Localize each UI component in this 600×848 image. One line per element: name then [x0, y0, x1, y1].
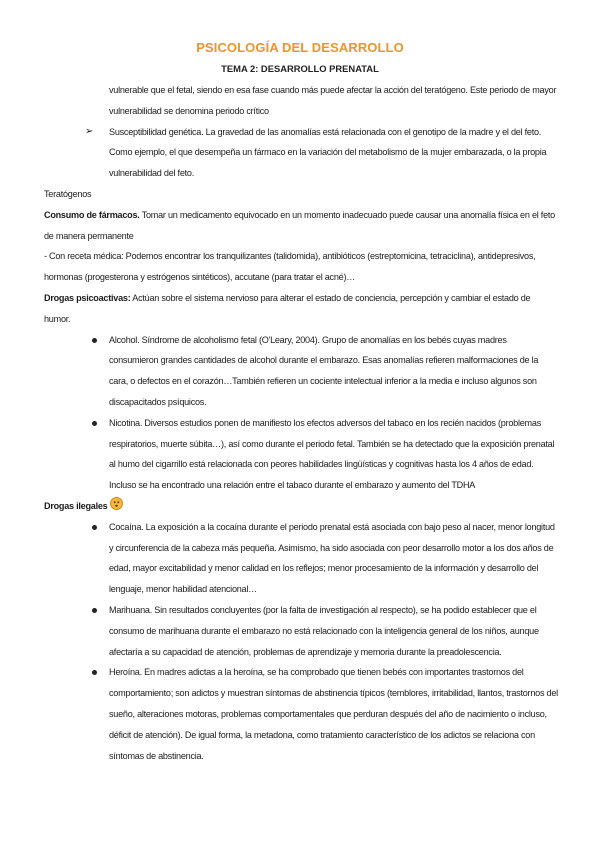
list-item-text: Marihuana. Sin resultados concluyentes (por la falta de investigación al respecto), se ha podido establecer que el consumo de marihuana durante el embarazo no está relacionado con la inteligencia general de los niños, aunque afectaría a su capacidad de atención, problemas de aprendizaje y memoria durante la preadolescencia. — [109, 604, 539, 657]
list-item-alcohol — [44, 330, 558, 413]
document-subtitle: TEMA 2: DESARROLLO PRENATAL — [221, 63, 379, 74]
illegal-drugs-heading: Drogas ilegales — [44, 500, 108, 511]
bullet-dot-icon — [92, 608, 97, 613]
bullet-dot-icon — [92, 670, 97, 675]
bullet-dot-icon — [92, 525, 97, 530]
list-item-heroin — [44, 662, 558, 766]
psychoactive-list — [44, 330, 558, 496]
illegal-drugs-list — [44, 517, 558, 767]
drugs-heading: Consumo de fármacos. — [44, 209, 140, 220]
list-item-text: Heroína. En madres adictas a la heroína, se ha comprobado que tienen bebés con importantes trastornos del comportamiento; son adictos y muestran síntomas de abstinencia típicos (temblores, irritabilidad, llantos, trastornos del sueño, alteraciones motoras, problemas comportamentales que perduran después del año de nacimiento o incluso, déficit de atención). De igual forma, la metadona, como tratamiento característico de los adictos se relaciona con síntomas de abstinencia. — [109, 667, 558, 761]
continuation-paragraph: vulnerable que el fetal, siendo en esa fase cuando más puede afectar la acción del teratógeno. Este periodo de mayor vulnerabilidad se denomina periodo crítico — [109, 85, 557, 116]
prescription-paragraph: - Con receta médica: Podemos encontrar los tranquilizantes (talidomida), antibióticos (estreptomicina, tetraciclina), antidepresivos, hormonas (progesterona y estrógenos sintéticos), accutane (para tratar el acné)… — [44, 251, 536, 283]
document-body — [44, 80, 558, 766]
teratogens-heading: Teratógenos — [44, 188, 92, 199]
list-item-nicotine — [44, 413, 558, 496]
illegal-drugs-heading-line — [44, 496, 558, 517]
list-item-text: Nicotina. Diversos estudios ponen de manifiesto los efectos adversos del tabaco en los recién nacidos (problemas respiratorios, muerte súbita…), así como durante el periodo fetal. También se ha detectado que la exposición prenatal al humo del cigarrillo está relacionada con peores habilidades lingüísticas y cognitivas hasta los 4 años de edad. Incluso se ha encontrado una relación entre el tabaco durante el embarazo y aumento del TDHA — [109, 417, 555, 491]
genetic-susceptibility-text: Susceptibilidad genética. La gravedad de las anomalías está relacionada con el genotipo de la madre y el del feto. Como ejemplo, el que desempeña un fármaco en la variación del metabolismo de la mujer embarazada, o la propia vulnerabilidad del feto. — [109, 126, 547, 179]
drugs-paragraph — [44, 205, 558, 247]
list-item-text: Alcohol. Síndrome de alcoholismo fetal (O'Leary, 2004). Grupo de anomalías en los bebés cuyas madres consumieron grandes cantidades de alcohol durante el embarazo. Esas anomalías refieren malformaciones de la cara, o defectos en el corazón…También refieren un cociente intelectual inferior a la media e incluso algunos son discapacitados psíquicos. — [109, 334, 539, 407]
drugs-text: Tomar un medicamento equivocado en un momento inadecuado puede causar una anomalía física en el feto de manera permanente — [44, 209, 555, 241]
bullet-dot-icon — [92, 338, 97, 343]
list-item-text: Cocaína. La exposición a la cocaína durante el periodo prenatal está asociada con bajo peso al nacer, menor longitud y circunferencia de la cabeza más pequeña. Asimismo, ha sido asociada con peor desarrollo motor a los dos años de edad, mayor excitabilidad y menor calidad en los reflejos; menor procesamiento de la información y desarrollo del lenguaje, menor habilidad atencional… — [109, 521, 555, 595]
genetic-susceptibility-item — [44, 122, 558, 184]
list-item-marijuana — [44, 600, 558, 662]
psychoactive-text: Actúan sobre el sistema nervioso para alterar el estado de conciencia, percepción y cambiar el estado de humor. — [44, 292, 531, 324]
dizzy-face-icon — [110, 497, 123, 510]
document-title: PSICOLOGÍA DEL DESARROLLO — [196, 40, 404, 55]
bullet-dot-icon — [92, 421, 97, 426]
arrow-bullet-icon: ➢ — [85, 125, 94, 137]
psychoactive-paragraph — [44, 288, 558, 330]
list-item-cocaine — [44, 517, 558, 600]
psychoactive-heading: Drogas psicoactivas: — [44, 292, 131, 303]
